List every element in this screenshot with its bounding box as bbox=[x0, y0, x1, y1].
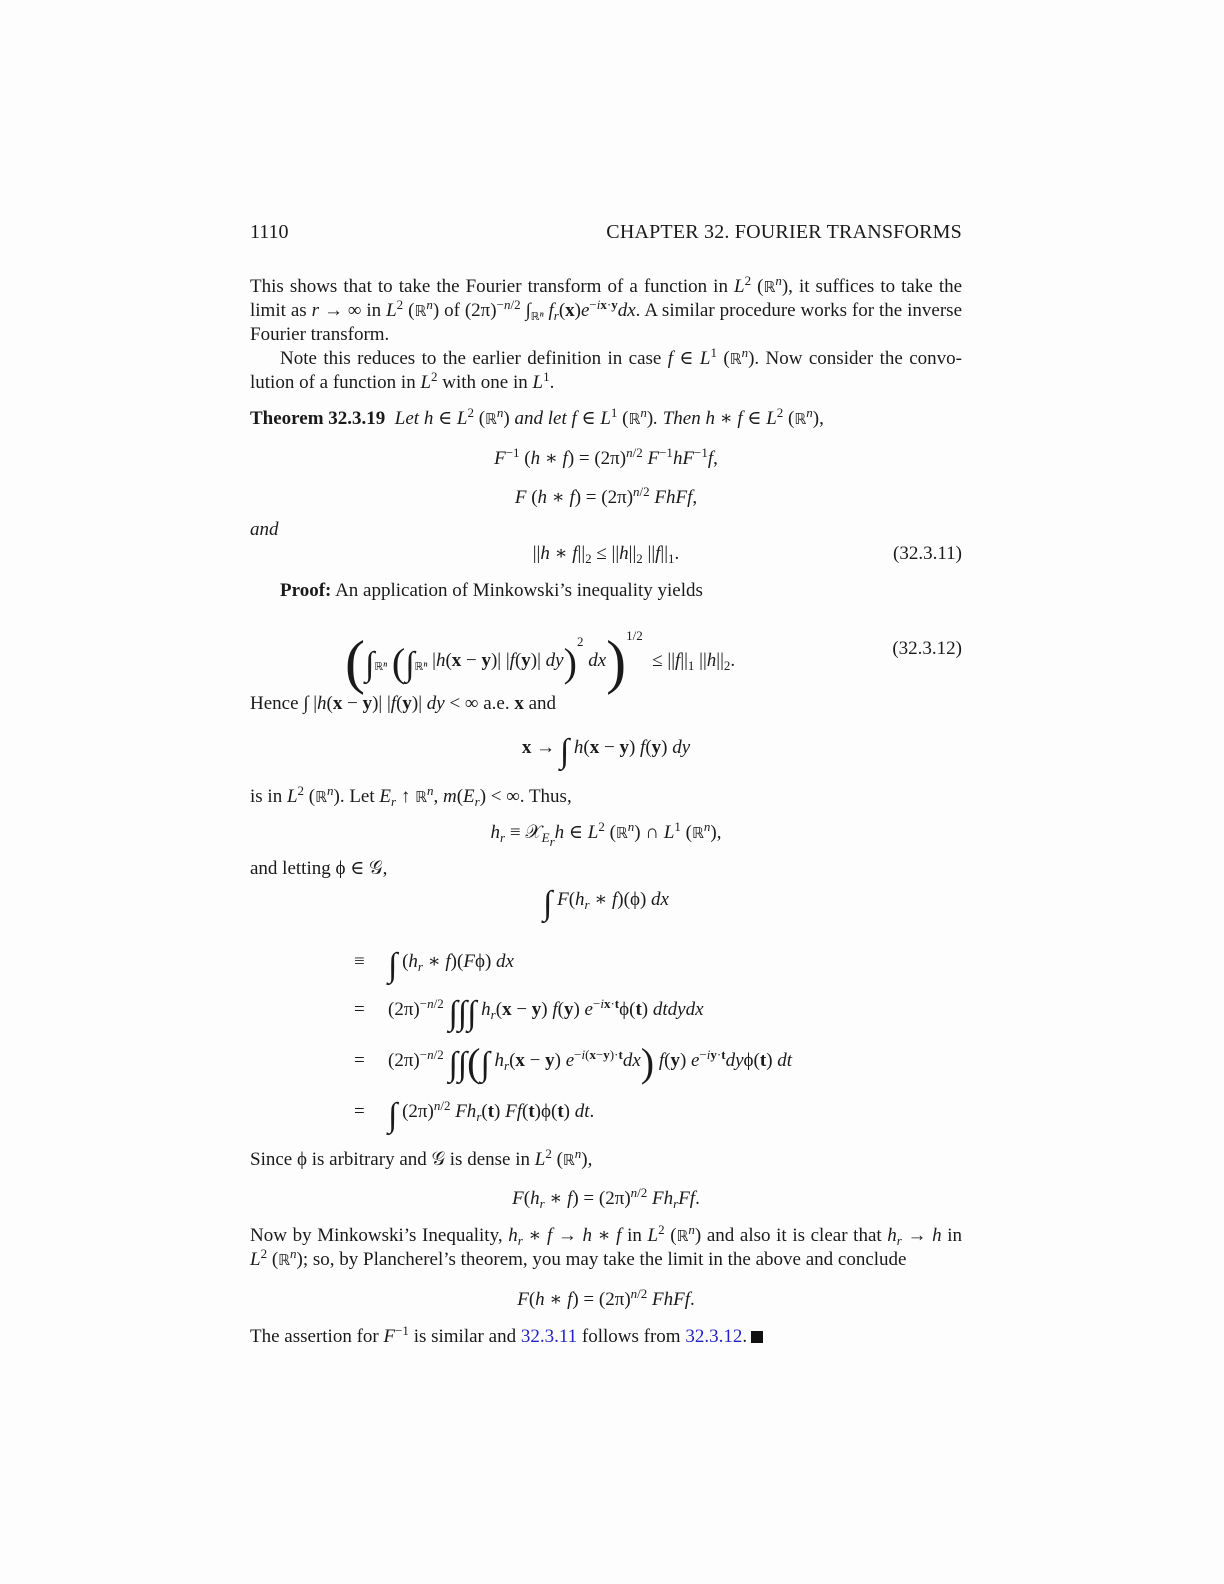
derivation-line-1: ≡ ∫ ($h_r$ ∗ f)(Fϕ) dx bbox=[354, 947, 514, 984]
paragraph-hence: Hence ∫ |h(x − y)| |f(y)| dy < ∞ a.e. x and bbox=[250, 693, 557, 714]
text-span: . Thus, bbox=[519, 786, 572, 807]
text-span: Now by Minkowski’s Inequality, bbox=[250, 1225, 503, 1246]
text-span: Hence bbox=[250, 693, 299, 714]
text-span: , it suffices to take the limit as bbox=[250, 276, 963, 321]
theorem-statement: Theorem 32.3.19 Let h ∈ $L^2$ (ℝ$^n$) and let f ∈ $L^1$ (ℝ$^n$). Then h ∗ f ∈ $L^2$ (ℝ$^n$), bbox=[250, 405, 824, 429]
equation-integral-start: ∫ $F(h_r$ ∗ f)(ϕ) dx bbox=[543, 885, 669, 922]
text-span: The assertion for bbox=[250, 1326, 379, 1347]
equation-inverse-transform: $F^{-1}$ (h ∗ $f) = (2\pi)^{n/2}$ $F^{-1}hF^{-1}f$, bbox=[494, 445, 718, 469]
text-span: is arbitrary and bbox=[311, 1149, 427, 1170]
proof-intro bbox=[250, 579, 962, 603]
equation-link-32-3-12[interactable]: 32.3.12 bbox=[685, 1326, 743, 1347]
text-span: Note this reduces to the earlier definition in case bbox=[280, 348, 662, 369]
equation-number: (32.3.12) bbox=[892, 638, 962, 659]
text-span: . Now consider the convo-lution of a function in bbox=[250, 348, 962, 393]
qed-square-icon bbox=[751, 1331, 763, 1343]
text-span: A similar procedure works for the inverse Fourier transform. bbox=[250, 300, 962, 345]
derivation-line-4: = ∫ $(2\pi)^{n/2}$ $Fh_r(t)$ Ff(t)ϕ(t) dt. bbox=[354, 1097, 595, 1134]
paragraph-intro: This shows that to take the Fourier transform of a function in $L^2$ (ℝ$^n$), it suffices to take the limit as r → ∞ in $L^2$ (ℝ$^n$) of $(2\pi)^{-n/2}$ $\int_{ℝ^n}$ $f_r(x)e^{-ix\cdot y}dx$. A similar procedure works for the inverse Fourier transform. bbox=[250, 273, 963, 345]
text-span: This shows that to take the Fourier transform of a function in bbox=[250, 276, 728, 297]
equation-transform: F (h ∗ $f) = (2\pi)^{n/2}$ FhFf, bbox=[514, 484, 698, 508]
text-span: in bbox=[366, 300, 382, 321]
text-span: with one in bbox=[442, 372, 528, 393]
paragraph-since: Since ϕ is arbitrary and 𝒢 is dense in $L^2$ (ℝ$^n$), bbox=[250, 1146, 593, 1170]
theorem-label: Theorem 32.3.19 bbox=[250, 408, 386, 429]
text-span: is in bbox=[250, 786, 283, 807]
text-span: and bbox=[528, 693, 557, 714]
text-span: follows from bbox=[581, 1326, 681, 1347]
text-span: Since bbox=[250, 1149, 293, 1170]
text-span: . Then bbox=[653, 408, 701, 429]
text-span: and letting bbox=[250, 858, 331, 879]
equation-hr-transform: $F(h_r$ ∗ $f) = (2\pi)^{n/2}$ $Fh_rFf$. bbox=[512, 1185, 700, 1211]
text-span: is similar and bbox=[413, 1326, 517, 1347]
equation-number: (32.3.11) bbox=[893, 543, 962, 564]
derivation-line-2: = $(2\pi)^{-n/2}$ ∫∫∫ $h_r(x - y)$ f(y) $e^{-ix\cdot t}\phi(t)$ dtdydx bbox=[354, 995, 704, 1032]
paragraph-minkowski: Now by Minkowski’s Inequality, $h_r$ ∗ f → h ∗ f in $L^2$ (ℝ$^n$) and also it is clear that $h_r \to h$ in $L^2$ (ℝ$^n$); so, by Plancherel’s theorem, you may take the limit in the above and conclude bbox=[250, 1222, 962, 1270]
text-span: An application of Minkowski’s inequality yields bbox=[335, 580, 703, 601]
derivation-line-3: = $(2\pi)^{-n/2}$ ∫∫(∫ $h_r(x - y)$ $e^{-i(x-y)\cdot t}dx$) f(y) $e^{-iy\cdot t}dy\phi(t)$ dt bbox=[354, 1040, 793, 1085]
text-span: in bbox=[627, 1225, 642, 1246]
text-span: and also it is clear that bbox=[706, 1225, 882, 1246]
equation-link-32-3-11[interactable]: 32.3.11 bbox=[520, 1326, 578, 1347]
text-span: is dense in bbox=[449, 1149, 530, 1170]
text-span: of bbox=[444, 300, 460, 321]
equation-conclusion: F(h ∗ $f) = (2\pi)^{n/2}$ FhFf. bbox=[517, 1286, 695, 1310]
paragraph-letting: and letting ϕ ∈ 𝒢, bbox=[250, 858, 388, 879]
equation-map: x → ∫ h(x − y) f(y) dy bbox=[521, 733, 691, 770]
text-span: in bbox=[947, 1225, 962, 1246]
equation-minkowski: ($\int_{ℝ^n}$ ($\int_{ℝ^n}$ |h(x − y)| |f(y)| dy)$^2$ $dx)^{1/2} \le ||f||_1$ $||h||_2$. bbox=[345, 628, 736, 695]
paragraph-isin: is in $L^2$ (ℝ$^n$). Let $E_r$ ↑ ℝ$^n$, $m(E_r)$ < ∞. Thus, bbox=[250, 783, 572, 809]
running-header: CHAPTER 32. FOURIER TRANSFORMS bbox=[606, 221, 962, 243]
text-span: . Let bbox=[339, 786, 375, 807]
text-span: and let bbox=[514, 408, 567, 429]
equation-norm-inequality: ||h ∗ $f||_2 \le ||h||_2$ $||f||_1$. bbox=[532, 543, 680, 566]
text-span: ; so, by Plancherel’s theorem, you may take the limit in the above and conclude bbox=[302, 1249, 907, 1270]
text-span: Let bbox=[394, 408, 420, 429]
equation-hr-definition: $h_r$ ≡ 𝒳$_{E_r}$h ∈ $L^2$ (ℝ$^n$) ∩ $L^1$ (ℝ$^n$), bbox=[490, 819, 722, 849]
and-word: and bbox=[250, 519, 279, 540]
text-span: a.e. bbox=[483, 693, 510, 714]
paragraph-convolution: Note this reduces to the earlier definition in case f ∈ $L^1$ (ℝ$^n$). Now consider the convo-lution of a function in $L^2$ with one in $L^1$. bbox=[250, 345, 962, 393]
page-number: 1110 bbox=[250, 221, 289, 243]
paragraph-final: The assertion for $F^{-1}$ is similar and 32.3.11 follows from 32.3.12. bbox=[250, 1325, 962, 1349]
proof-label: Proof: bbox=[280, 580, 332, 601]
